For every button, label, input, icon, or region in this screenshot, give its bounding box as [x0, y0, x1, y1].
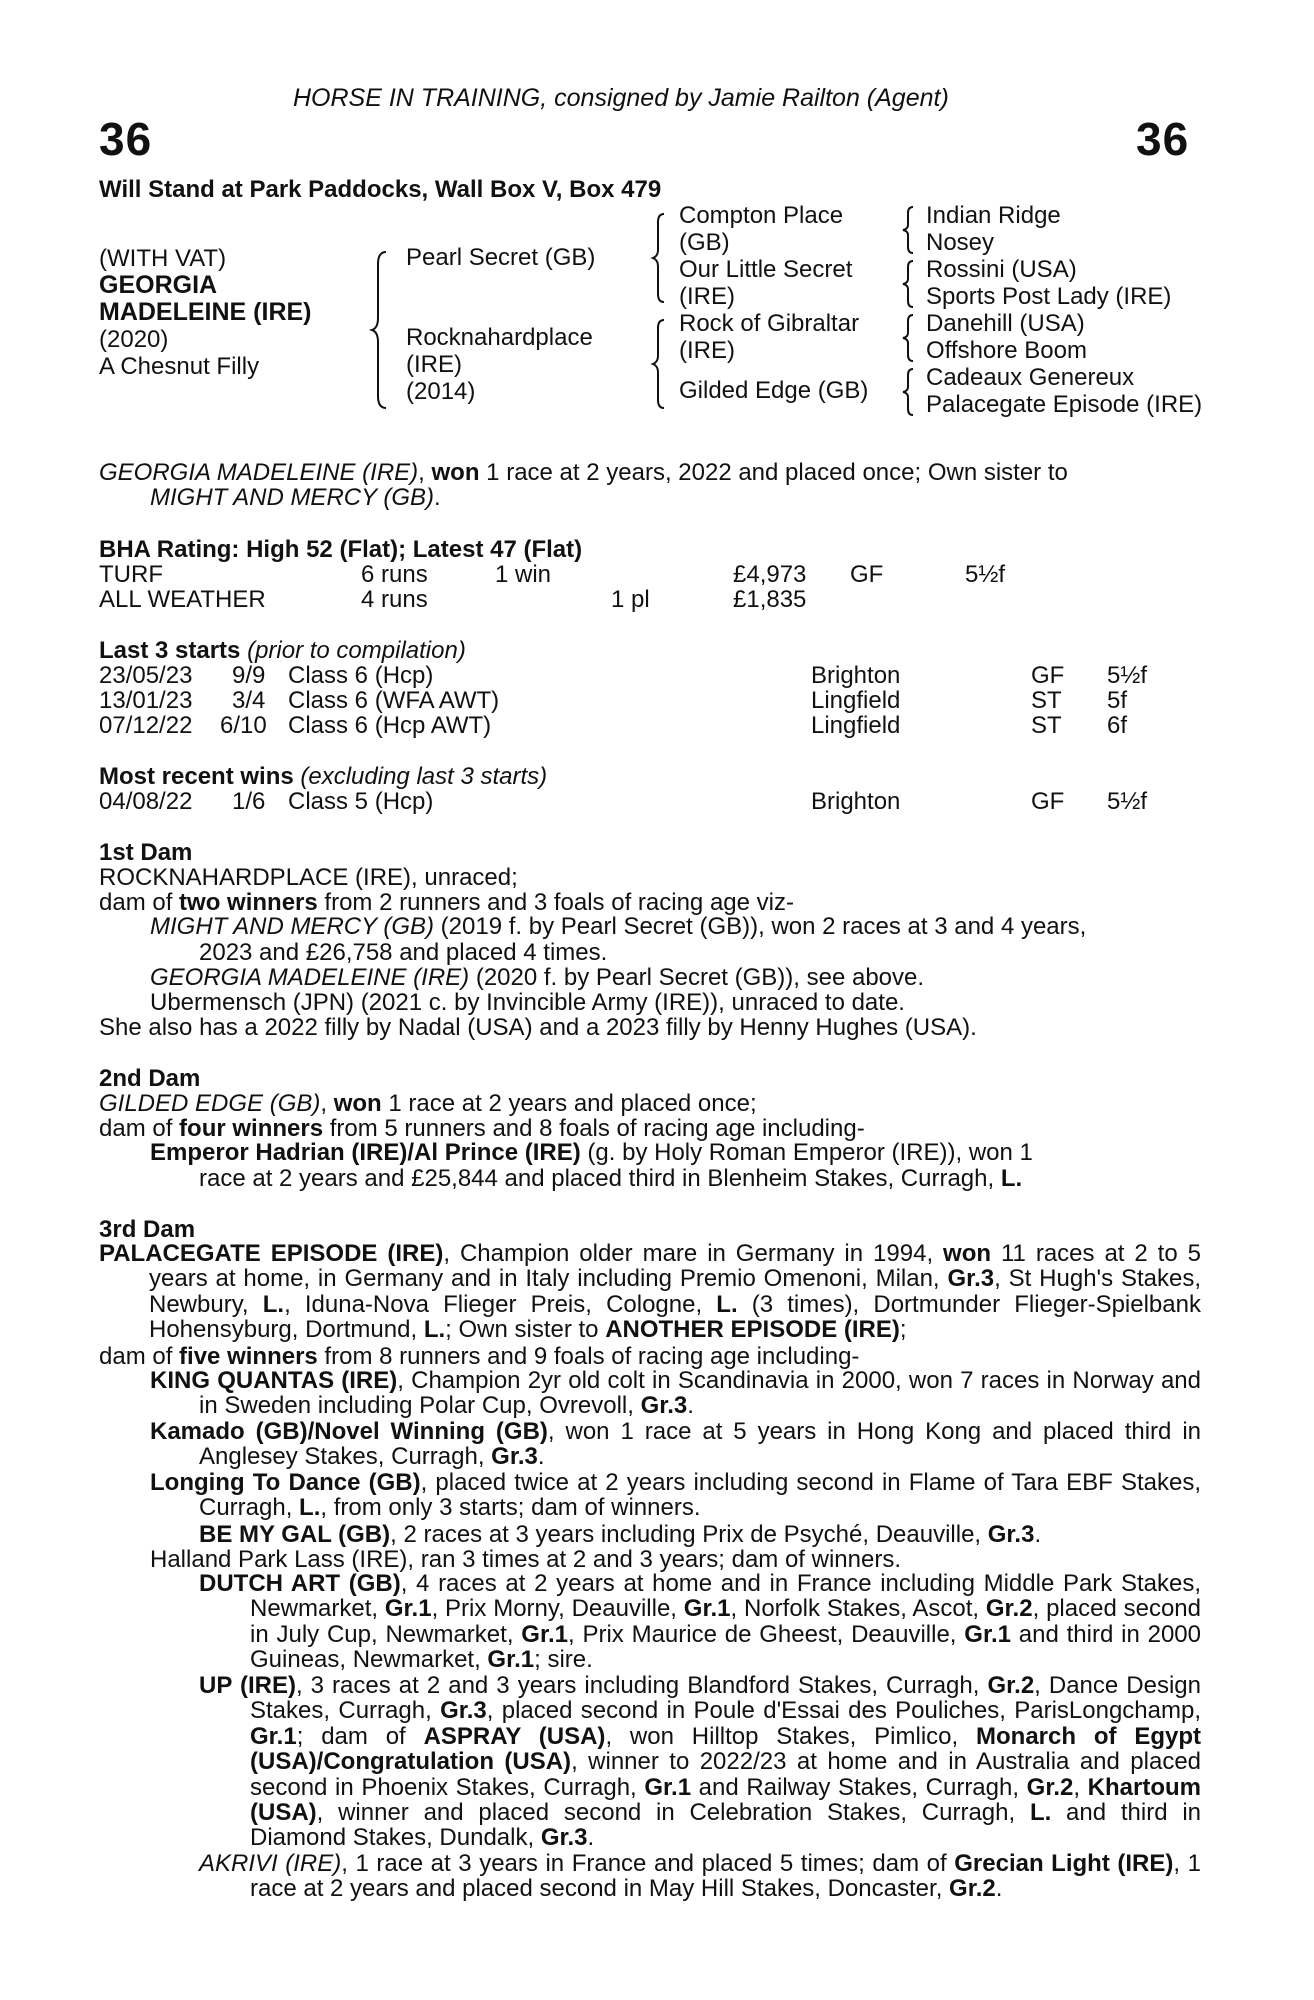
summary-sister: MIGHT AND MERCY (GB)	[150, 484, 435, 511]
rating-placed: 1 pl	[611, 586, 650, 613]
bracket-g34	[902, 259, 916, 309]
sire-sire-line2: (GB)	[679, 229, 730, 256]
third-dam-produce-line: dam of five winners from 8 runners and 9 foals of racing age including-	[99, 1343, 860, 1370]
lot-number-left: 36	[99, 113, 153, 165]
summary-horse-name: GEORGIA MADELEINE (IRE)	[99, 459, 419, 486]
recent-title: Most recent wins	[99, 763, 294, 790]
recent-wins-heading	[99, 763, 547, 791]
start-date: 07/12/22	[99, 712, 193, 739]
win-going: GF	[1031, 788, 1065, 815]
first-dam-note: She also has a 2022 filly by Nadal (USA) and a 2023 filly by Henny Hughes (USA).	[99, 1014, 977, 1041]
last3-heading	[99, 637, 466, 665]
second-dam-foal-1-cont: race at 2 years and £25,844 and placed third in Blenheim Stakes, Curragh, L.	[199, 1165, 1023, 1192]
dam-line2: (IRE)	[406, 351, 462, 378]
grandparent-5: Danehill (USA)	[926, 310, 1085, 337]
race-summary: GEORGIA MADELEINE (IRE), won 1 race at 2 years, 2022 and placed once; Own sister to	[99, 459, 1068, 486]
horse-name-line1: GEORGIA	[99, 271, 218, 299]
start-going: ST	[1031, 712, 1062, 739]
grandparent-7: Cadeaux Genereux	[926, 364, 1135, 391]
start-going: GF	[1031, 662, 1065, 689]
second-dam-line: GILDED EDGE (GB), won 1 race at 2 years and placed once;	[99, 1090, 757, 1117]
foal-be-my-gal: BE MY GAL (GB), 2 races at 3 years including Prix de Psyché, Deauville, Gr.3.	[199, 1521, 1042, 1548]
first-dam-foal-3: Ubermensch (JPN) (2021 c. by Invincible Army (IRE)), unraced to date.	[150, 989, 905, 1016]
stand-location: Will Stand at Park Paddocks, Wall Box V, Box 479	[99, 176, 662, 203]
second-dam-title: 2nd Dam	[99, 1065, 201, 1092]
win-race: Class 5 (Hcp)	[288, 788, 434, 815]
start-date: 23/05/23	[99, 662, 193, 689]
vat-note: (WITH VAT)	[99, 245, 227, 272]
dam-sire-line2: (IRE)	[679, 337, 735, 364]
consignor-line: HORSE IN TRAINING, consigned by Jamie Railton (Agent)	[293, 84, 949, 112]
start-course: Brighton	[811, 662, 901, 689]
dam-sire: Rock of Gibraltar	[679, 310, 860, 337]
first-dam-line: ROCKNAHARDPLACE (IRE), unraced;	[99, 864, 518, 891]
summary-text: 1 race at 2 years, 2022 and placed once; Own sister to	[479, 459, 1068, 486]
start-race: Class 6 (Hcp)	[288, 662, 434, 689]
rating-prize: £4,973	[733, 561, 807, 588]
foal-longing-to-dance: Longing To Dance (GB), placed twice at 2 years including second in Flame of Tara EBF Stakes, Curragh, L., from only 3 starts; dam of winners.	[150, 1469, 1201, 1522]
lot-number-right: 36	[1136, 113, 1190, 165]
start-course: Lingfield	[811, 712, 901, 739]
rating-runs: 4 runs	[361, 586, 428, 613]
bracket-g56	[902, 313, 916, 363]
start-position: 6/10	[220, 712, 267, 739]
dam-year: (2014)	[406, 378, 476, 405]
win-distance: 5½f	[1107, 788, 1148, 815]
foal-akrivi: AKRIVI (IRE), 1 race at 3 years in France and placed 5 times; dam of Grecian Light (IRE), 1 race at 2 years and placed second in May Hill Stakes, Doncaster, Gr.2.	[199, 1850, 1201, 1903]
grandparent-6: Offshore Boom	[926, 337, 1087, 364]
start-distance: 6f	[1107, 712, 1128, 739]
rating-wins: 1 win	[495, 561, 552, 588]
start-distance: 5f	[1107, 687, 1128, 714]
rating-distance: 5½f	[965, 561, 1006, 588]
start-race: Class 6 (WFA AWT)	[288, 687, 500, 714]
bracket-g12	[902, 205, 916, 255]
bracket-parents	[370, 250, 390, 410]
dam: Rocknahardplace	[406, 324, 593, 351]
second-dam-foal-1: Emperor Hadrian (IRE)/Al Prince (IRE) (g. by Holy Roman Emperor (IRE)), won 1	[150, 1139, 1033, 1166]
last3-title: Last 3 starts	[99, 637, 241, 664]
horse-description: A Chesnut Filly	[99, 353, 260, 380]
win-course: Brighton	[811, 788, 901, 815]
third-dam-paragraph: PALACEGATE EPISODE (IRE), Champion older mare in Germany in 1994, won 11 races at 2 to 5 years at home, in Germany and in Italy including Premio Omenoni, Milan, Gr.3, St Hugh's Stakes, Newbury, L., Iduna-Nova Flieger Preis, Cologne, L. (3 times), Dortmunder Flieger-Spielbank Hohensyburg, Dortmund, L.; Own sister to ANOTHER EPISODE (IRE);	[99, 1240, 1202, 1344]
rating-runs: 6 runs	[361, 561, 428, 588]
grandparent-1: Indian Ridge	[926, 202, 1061, 229]
summary-won: won	[431, 459, 480, 486]
last3-note: (prior to compilation)	[240, 637, 466, 664]
grandparent-2: Nosey	[926, 229, 995, 256]
first-dam-foal-1-cont: 2023 and £26,758 and placed 4 times.	[199, 939, 608, 966]
foaling-year: (2020)	[99, 326, 169, 353]
win-position: 1/6	[232, 788, 266, 815]
first-dam-produce-line: dam of two winners from 2 runners and 3 foals of racing age viz-	[99, 889, 794, 916]
first-dam-foal-2: GEORGIA MADELEINE (IRE) (2020 f. by Pearl Secret (GB)), see above.	[150, 964, 925, 991]
bracket-g78	[902, 367, 916, 417]
second-dam-produce-line: dam of four winners from 5 runners and 8 foals of racing age including-	[99, 1115, 865, 1142]
sire-sire: Compton Place	[679, 202, 844, 229]
sire-dam-line2: (IRE)	[679, 283, 735, 310]
sire-dam: Our Little Secret	[679, 256, 853, 283]
rating-surface: ALL WEATHER	[99, 586, 266, 613]
rating-prize: £1,835	[733, 586, 807, 613]
horse-name-line2: MADELEINE (IRE)	[99, 298, 312, 326]
bha-rating-title: BHA Rating: High 52 (Flat); Latest 47 (Flat)	[99, 536, 583, 563]
rating-going: GF	[850, 561, 884, 588]
start-race: Class 6 (Hcp AWT)	[288, 712, 492, 739]
start-course: Lingfield	[811, 687, 901, 714]
foal-king-quantas: KING QUANTAS (IRE), Champion 2yr old colt in Scandinavia in 2000, won 7 races in Norway and in Sweden including Polar Cup, Ovrevoll, Gr.3.	[150, 1367, 1201, 1420]
grandparent-8: Palacegate Episode (IRE)	[926, 391, 1203, 418]
start-date: 13/01/23	[99, 687, 193, 714]
rating-surface: TURF	[99, 561, 163, 588]
start-distance: 5½f	[1107, 662, 1148, 689]
first-dam-title: 1st Dam	[99, 839, 193, 866]
bracket-dam-parents	[652, 318, 668, 410]
summary-sister-line: MIGHT AND MERCY (GB).	[150, 484, 441, 511]
grandparent-3: Rossini (USA)	[926, 256, 1077, 283]
third-dam-title: 3rd Dam	[99, 1216, 196, 1243]
foal-dutch-art: DUTCH ART (GB), 4 races at 2 years at home and in France including Middle Park Stakes, Newmarket, Gr.1, Prix Morny, Deauville, Gr.1, Norfolk Stakes, Ascot, Gr.2, placed second in July Cup, Newmarket, Gr.1, Prix Maurice de Gheest, Deauville, Gr.1 and third in 2000 Guineas, Newmarket, Gr.1; sire.	[199, 1570, 1201, 1674]
dam-dam: Gilded Edge (GB)	[679, 377, 869, 404]
recent-note: (excluding last 3 starts)	[293, 763, 548, 790]
foal-kamado: Kamado (GB)/Novel Winning (GB), won 1 race at 5 years in Hong Kong and placed third in Anglesey Stakes, Curragh, Gr.3.	[150, 1418, 1201, 1471]
start-position: 3/4	[232, 687, 266, 714]
sire: Pearl Secret (GB)	[406, 244, 596, 271]
win-date: 04/08/22	[99, 788, 193, 815]
grandparent-4: Sports Post Lady (IRE)	[926, 283, 1172, 310]
start-position: 9/9	[232, 662, 266, 689]
bracket-sire-parents	[652, 212, 668, 304]
first-dam-foal-1: MIGHT AND MERCY (GB) (2019 f. by Pearl Secret (GB)), won 2 races at 3 and 4 years,	[150, 913, 1087, 940]
foal-up: UP (IRE), 3 races at 2 and 3 years including Blandford Stakes, Curragh, Gr.2, Dance Design Stakes, Curragh, Gr.3, placed second in Poule d'Essai des Pouliches, ParisLongchamp, Gr.1; dam of ASPRAY (USA), won Hilltop Stakes, Pimlico, Monarch of Egypt (USA)/Congratulation (USA), winner to 2022/23 at home and in Australia and placed second in Phoenix Stakes, Curragh, Gr.1 and Railway Stakes, Curragh, Gr.2, Khartoum (USA), winner and placed second in Celebration Stakes, Curragh, L. and third in Diamond Stakes, Dundalk, Gr.3.	[199, 1672, 1202, 1852]
start-going: ST	[1031, 687, 1062, 714]
foal-halland-park-lass: Halland Park Lass (IRE), ran 3 times at 2 and 3 years; dam of winners.	[150, 1546, 901, 1573]
